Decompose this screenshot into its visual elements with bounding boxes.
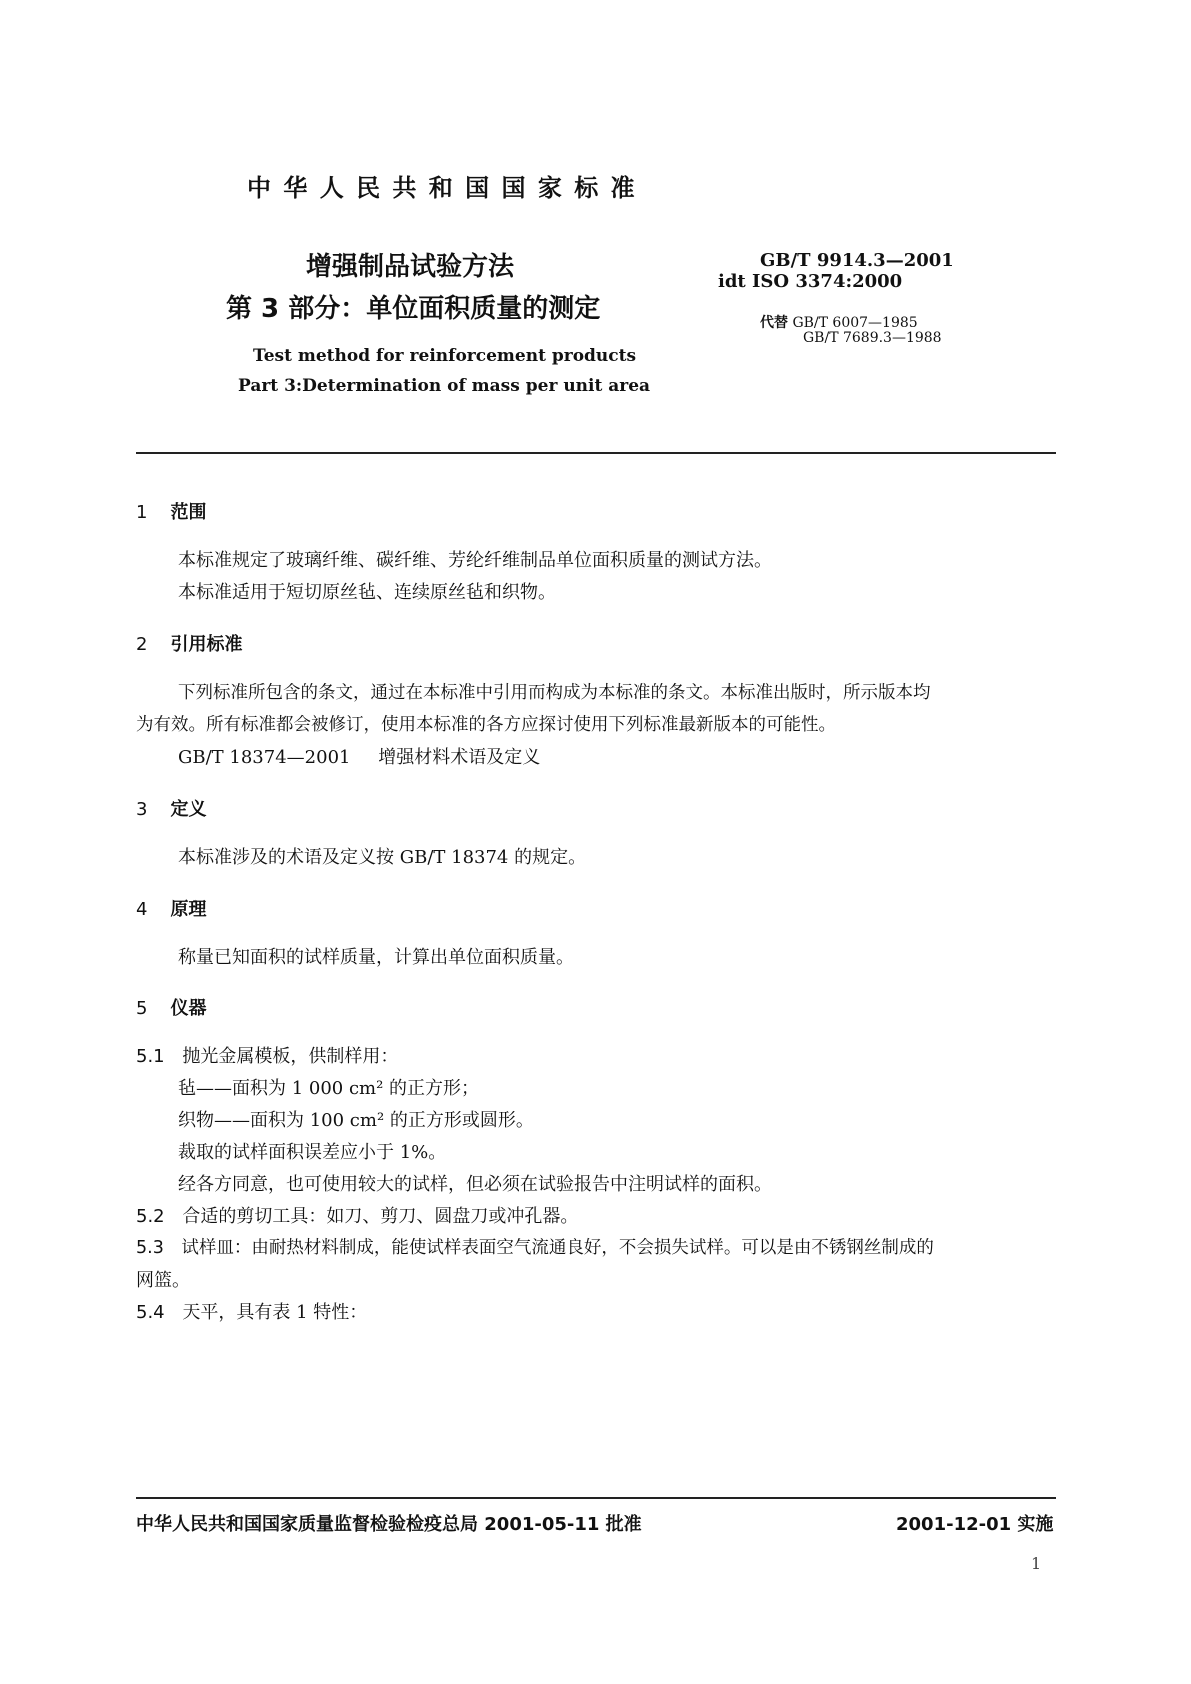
replaces-block xyxy=(760,312,918,332)
section-number: 2 xyxy=(136,634,148,655)
clause-5-1 xyxy=(136,1042,398,1068)
reference-title: 增强材料术语及定义 xyxy=(378,747,541,768)
section-4-paragraph: 称量已知面积的试样质量，计算出单位面积质量。 xyxy=(178,947,574,968)
clause-text: 合适的剪切工具：如刀、剪刀、圆盘刀或冲孔器。 xyxy=(182,1206,579,1227)
replaces-code-1: GB/T 6007—1985 xyxy=(792,315,918,331)
clause-5-1-line-1: 毡——面积为 1 000 cm² 的正方形； xyxy=(178,1078,480,1099)
title-en-line1: Test method for reinforcement products xyxy=(253,346,637,366)
section-4-heading xyxy=(136,895,207,921)
replaces-code-2: GB/T 7689.3—1988 xyxy=(803,330,942,346)
std-code: GB/T 9914.3—2001 xyxy=(760,250,954,271)
section-2-paragraph-line2: 为有效。所有标准都会被修订，使用本标准的各方应探讨使用下列标准最新版本的可能性。 xyxy=(136,715,836,735)
clause-5-3-continuation: 网篮。 xyxy=(136,1270,190,1291)
title-cn-line2: 第 3 部分：单位面积质量的测定 xyxy=(226,294,601,324)
title-en-line2: Part 3:Determination of mass per unit area xyxy=(238,376,651,396)
header-divider xyxy=(136,452,1056,454)
section-1-paragraph-1: 本标准规定了玻璃纤维、碳纤维、芳纶纤维制品单位面积质量的测试方法。 xyxy=(178,550,772,571)
effective-date: 2001-12-01 实施 xyxy=(896,1514,1054,1535)
page-number: 1 xyxy=(1031,1554,1042,1573)
section-title: 原理 xyxy=(170,899,207,920)
section-title: 引用标准 xyxy=(170,634,243,655)
clause-text: 天平，具有表 1 特性： xyxy=(182,1302,368,1323)
clause-5-4 xyxy=(136,1298,367,1324)
section-title: 范围 xyxy=(170,502,207,523)
section-3-paragraph: 本标准涉及的术语及定义按 GB/T 18374 的规定。 xyxy=(178,847,587,868)
clause-number: 5.3 xyxy=(136,1238,164,1258)
section-title: 仪器 xyxy=(170,998,207,1019)
iso-ref: idt ISO 3374:2000 xyxy=(718,271,903,292)
replaces-label: 代替 xyxy=(760,315,788,331)
clause-5-2 xyxy=(136,1202,578,1228)
section-number: 1 xyxy=(136,502,148,523)
section-5-heading xyxy=(136,994,207,1020)
section-2-reference xyxy=(178,743,540,769)
national-standard-heading: 中 华 人 民 共 和 国 国 家 标 准 xyxy=(247,174,637,202)
section-title: 定义 xyxy=(170,799,207,820)
clause-text: 试样皿：由耐热材料制成，能使试样表面空气流通良好，不会损失试样。可以是由不锈钢丝制成的 xyxy=(181,1238,934,1258)
clause-5-1-line-4: 经各方同意，也可使用较大的试样，但必须在试验报告中注明试样的面积。 xyxy=(178,1174,772,1195)
section-3-heading xyxy=(136,795,207,821)
section-number: 3 xyxy=(136,799,148,820)
clause-number: 5.1 xyxy=(136,1046,165,1067)
section-2-paragraph-line1: 下列标准所包含的条文，通过在本标准中引用而构成为本标准的条文。本标准出版时，所示版本均 xyxy=(178,683,931,703)
section-number: 4 xyxy=(136,899,148,920)
issuer-approval: 中华人民共和国国家质量监督检验检疫总局 2001-05-11 批准 xyxy=(136,1514,642,1535)
section-number: 5 xyxy=(136,998,148,1019)
clause-number: 5.4 xyxy=(136,1302,165,1323)
clause-number: 5.2 xyxy=(136,1206,165,1227)
footer-divider xyxy=(136,1497,1056,1499)
clause-5-1-line-2: 织物——面积为 100 cm² 的正方形或圆形。 xyxy=(178,1110,534,1131)
clause-5-3 xyxy=(136,1234,934,1259)
section-1-paragraph-2: 本标准适用于短切原丝毡、连续原丝毡和织物。 xyxy=(178,582,556,603)
section-2-heading xyxy=(136,630,243,656)
title-cn-line1: 增强制品试验方法 xyxy=(306,252,515,282)
clause-5-1-line-3: 裁取的试样面积误差应小于 1%。 xyxy=(178,1142,447,1163)
reference-code: GB/T 18374—2001 xyxy=(178,747,351,768)
section-1-heading xyxy=(136,498,207,524)
clause-text: 抛光金属模板，供制样用： xyxy=(182,1046,399,1067)
